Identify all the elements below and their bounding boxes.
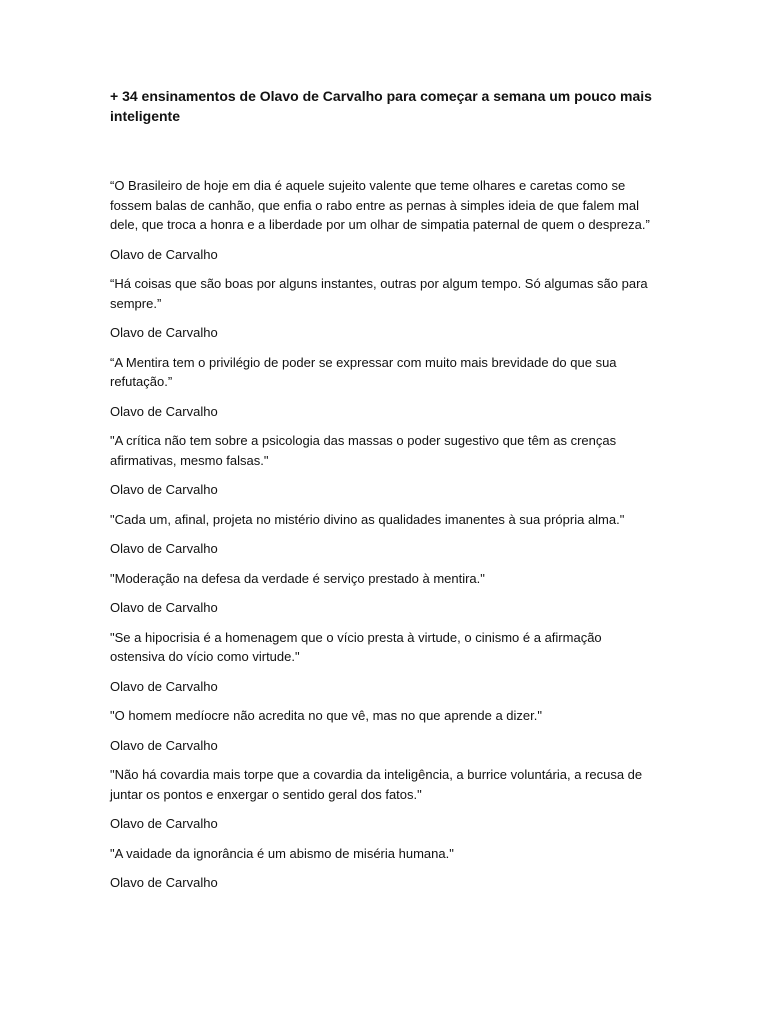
document-page xyxy=(110,86,658,903)
quote-block xyxy=(110,353,658,422)
quote-author: Olavo de Carvalho xyxy=(110,816,218,831)
quote-block xyxy=(110,765,658,834)
quote-author: Olavo de Carvalho xyxy=(110,403,218,419)
quote-author: Olavo de Carvalho xyxy=(110,541,218,556)
quote-author: Olavo de Carvalho xyxy=(110,875,218,890)
quote-text: "Não há covardia mais torpe que a covardia da inteligência, a burrice voluntária, a recusa de juntar os pontos e enxergar o sentido geral dos fatos." xyxy=(110,767,643,802)
quote-text: "A vaidade da ignorância é um abismo de miséria humana." xyxy=(110,845,454,861)
quote-block xyxy=(110,176,658,264)
quote-author: Olavo de Carvalho xyxy=(110,325,218,340)
quote-text: "Cada um, afinal, projeta no mistério divino as qualidades imanentes à sua própria alma." xyxy=(110,511,625,527)
quote-block xyxy=(110,706,658,755)
quote-block xyxy=(110,431,658,500)
quote-block xyxy=(110,510,658,559)
quote-text: “Há coisas que são boas por alguns instantes, outras por algum tempo. Só algumas são para sempre.” xyxy=(110,276,648,311)
quote-block xyxy=(110,569,658,618)
quote-block xyxy=(110,628,658,697)
quote-text: “A Mentira tem o privilégio de poder se expressar com muito mais brevidade do que sua refutação.” xyxy=(110,354,617,389)
quote-text: "O homem medíocre não acredita no que vê, mas no que aprende a dizer." xyxy=(110,708,542,723)
document-title: + 34 ensinamentos de Olavo de Carvalho para começar a semana um pouco mais inteligente xyxy=(110,88,652,124)
quote-text: "A crítica não tem sobre a psicologia das massas o poder sugestivo que têm as crenças afirmativas, mesmo falsas." xyxy=(110,433,617,468)
quote-block xyxy=(110,844,658,893)
quote-text: "Moderação na defesa da verdade é serviço prestado à mentira." xyxy=(110,570,485,586)
quote-author: Olavo de Carvalho xyxy=(110,737,218,753)
quote-text: "Se a hipocrisia é a homenagem que o vício presta à virtude, o cinismo é a afirmação ostensiva do vício como virtude." xyxy=(110,629,602,664)
quote-block xyxy=(110,274,658,343)
title-spacer xyxy=(110,126,658,176)
quote-author: Olavo de Carvalho xyxy=(110,482,218,497)
quote-author: Olavo de Carvalho xyxy=(110,246,218,262)
quote-author: Olavo de Carvalho xyxy=(110,678,218,694)
quote-text: “O Brasileiro de hoje em dia é aquele sujeito valente que teme olhares e caretas como se fossem balas de canhão, que enfia o rabo entre as pernas à simples ideia de que falem mal dele, que troca a honra e a liberdade por um olhar de simpatia paternal de quem o despreza.” xyxy=(110,178,650,232)
quote-author: Olavo de Carvalho xyxy=(110,600,218,615)
